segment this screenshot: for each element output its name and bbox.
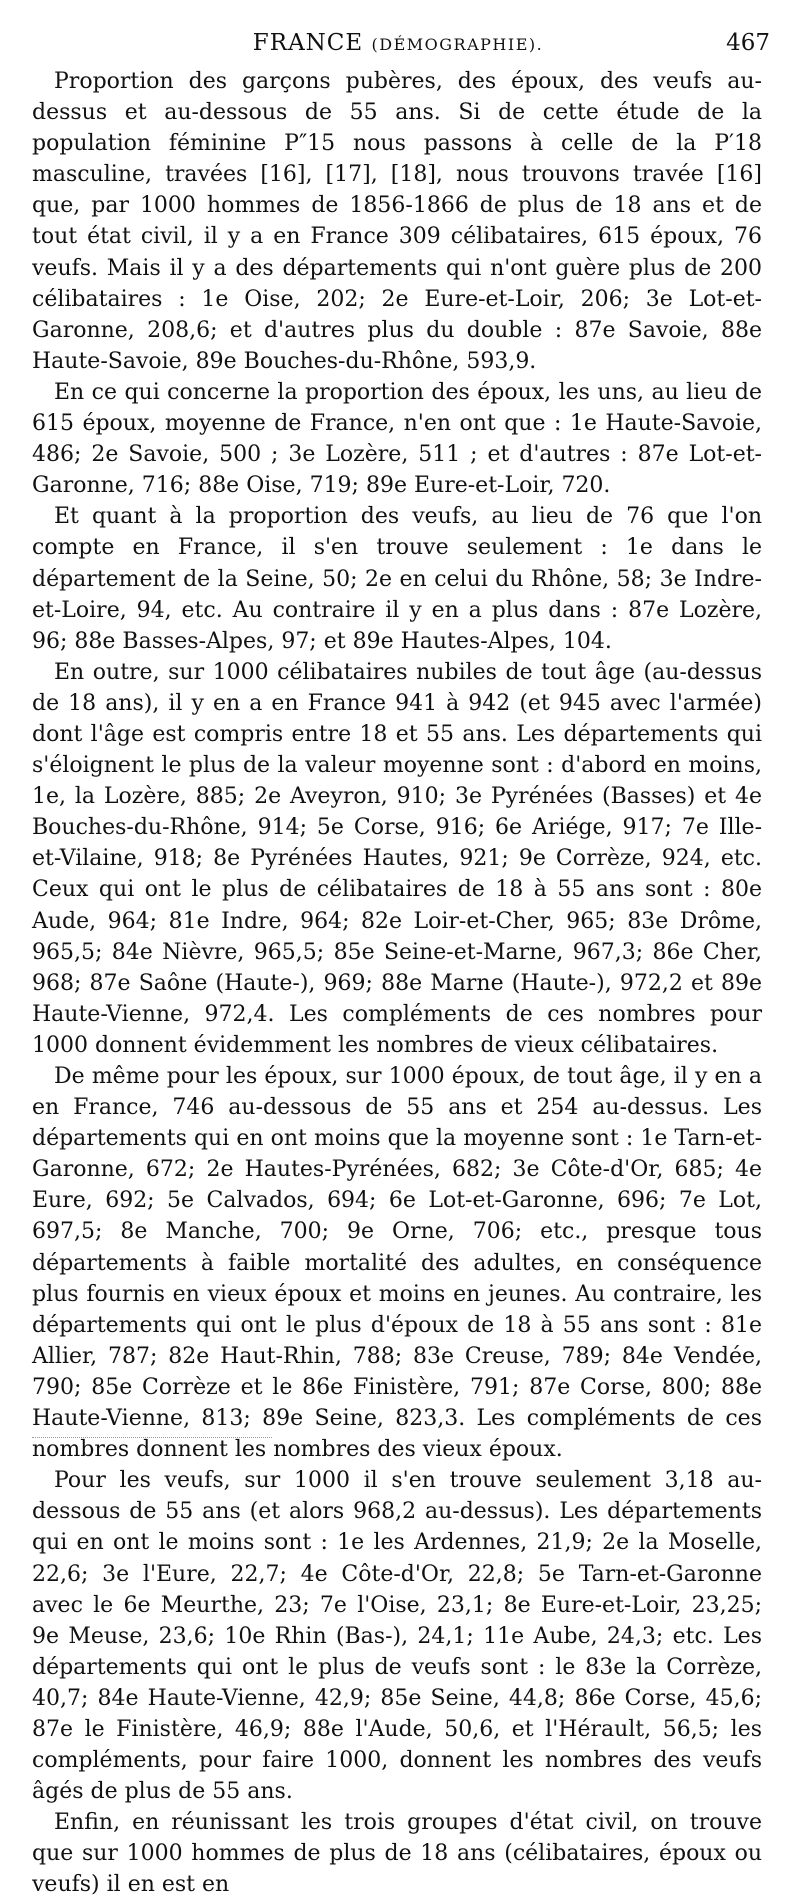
paragraph: De même pour les époux, sur 1000 époux, de tout âge, il y en a en France, 746 au-dessous de 55 ans et 254 au-dessus. Les départements qui en ont moins que la moyenne sont : 1e Tarn-et-Garonne, 672; 2e Hautes-Pyrénées, 682; 3e Côte-d'Or, 685; 4e Eure, 692; 5e Calvados, 694; 6e Lot-et-Garonne, 696; 7e Lot, 697,5; 8e Manche, 700; 9e Orne, 706; etc., presque tous départements à faible mortalité des adultes, en conséquence plus fournis en vieux époux et moins en jeunes. Au contraire, les départements qui ont le plus d'époux de 18 à 55 ans sont : 81e Allier, 787; 82e Haut-Rhin, 788; 83e Creuse, 789; 84e Vendée, 790; 85e Corrèze et le 86e Finistère, 791; 87e Corse, 800; 88e Haute-Vienne, 813; 89e Seine, 823,3. Les compléments de ces nombres donnent les nombres des vieux époux. bbox=[32, 1064, 762, 1463]
footer-rule bbox=[32, 1437, 272, 1438]
page-number: 467 bbox=[726, 30, 770, 56]
paragraph: Proportion des garçons pubères, des époux, des veufs au-dessus et au-dessous de 55 ans. Si de cette étude de la population féminine P″15 nous passons à celle de la P′18 masculine, travées [16], [17], [18], nous trouvons travée [16] que, par 1000 hommes de 1856-1866 de plus de 18 ans et de tout état civil, il y a en France 309 célibataires, 615 époux, 76 veufs. Mais il y a des départements qui n'ont guère plus de 200 célibataires : 1e Oise, 202; 2e Eure-et-Loir, 206; 3e Lot-et-Garonne, 208,6; et d'autres plus du double : 87e Savoie, 88e Haute-Savoie, 89e Bouches-du-Rhône, 593,9. bbox=[32, 69, 762, 374]
paragraph: Enfin, en réunissant les trois groupes d'état civil, on trouve que sur 1000 hommes de plus de 18 ans (célibataires, époux ou veufs) il en est en bbox=[32, 1810, 762, 1898]
paragraph: En outre, sur 1000 célibataires nubiles de tout âge (au-dessus de 18 ans), il y en a en France 941 à 942 (et 945 avec l'armée) dont l'âge est compris entre 18 et 55 ans. Les départements qui s'éloignent le plus de la valeur moyenne sont : d'abord en moins, 1e, la Lozère, 885; 2e Aveyron, 910; 3e Pyrénées (Basses) et 4e Bouches-du-Rhône, 914; 5e Corse, 916; 6e Ariége, 917; 7e Ille-et-Vilaine, 918; 8e Pyrénées Hautes, 921; 9e Corrèze, 924, etc. Ceux qui ont le plus de célibataires de 18 à 55 ans sont : 80e Aude, 964; 81e Indre, 964; 82e Loir-et-Cher, 965; 83e Drôme, 965,5; 84e Nièvre, 965,5; 85e Seine-et-Marne, 967,3; 86e Cher, 968; 87e Saône (Haute-), 969; 88e Marne (Haute-), 972,2 et 89e Haute-Vienne, 972,4. Les compléments de ces nombres pour 1000 donnent évidemment les nombres de vieux célibataires. bbox=[32, 659, 762, 1058]
body-text bbox=[32, 66, 762, 1901]
page-header bbox=[26, 30, 770, 60]
running-title-main: FRANCE bbox=[252, 30, 364, 56]
paragraph: Pour les veufs, sur 1000 il s'en trouve seulement 3,18 au-dessous de 55 ans (et alors 968,2 au-dessus). Les départements qui en ont le moins sont : 1e les Ardennes, 21,9; 2e la Moselle, 22,6; 3e l'Eure, 22,7; 4e Côte-d'Or, 22,8; 5e Tarn-et-Garonne avec le 6e Meurthe, 23; 7e l'Oise, 23,1; 8e Eure-et-Loir, 23,25; 9e Meuse, 23,6; 10e Rhin (Bas-), 24,1; 11e Aube, 24,3; etc. Les départements qui ont le plus de veufs sont : le 83e la Corrèze, 40,7; 84e Haute-Vienne, 42,9; 85e Seine, 44,8; 86e Corse, 45,6; 87e le Finistère, 46,9; 88e l'Aude, 50,6, et l'Hérault, 56,5; les compléments, pour faire 1000, donnent les nombres des veufs âgés de plus de 55 ans. bbox=[32, 1468, 762, 1805]
paragraph: Et quant à la proportion des veufs, au lieu de 76 que l'on compte en France, il s'en trouve seulement : 1e dans le département de la Seine, 50; 2e en celui du Rhône, 58; 3e Indre-et-Loire, 94, etc. Au contraire il y en a plus dans : 87e Lozère, 96; 88e Basses-Alpes, 97; et 89e Hautes-Alpes, 104. bbox=[32, 504, 762, 654]
running-title-sub: (DÉMOGRAPHIE). bbox=[371, 35, 544, 54]
paragraph: En ce qui concerne la proportion des époux, les uns, au lieu de 615 époux, moyenne de France, n'en ont que : 1e Haute-Savoie, 486; 2e Savoie, 500 ; 3e Lozère, 511 ; et d'autres : 87e Lot-et-Garonne, 716; 88e Oise, 719; 89e Eure-et-Loir, 720. bbox=[32, 379, 762, 499]
running-title bbox=[26, 30, 770, 56]
